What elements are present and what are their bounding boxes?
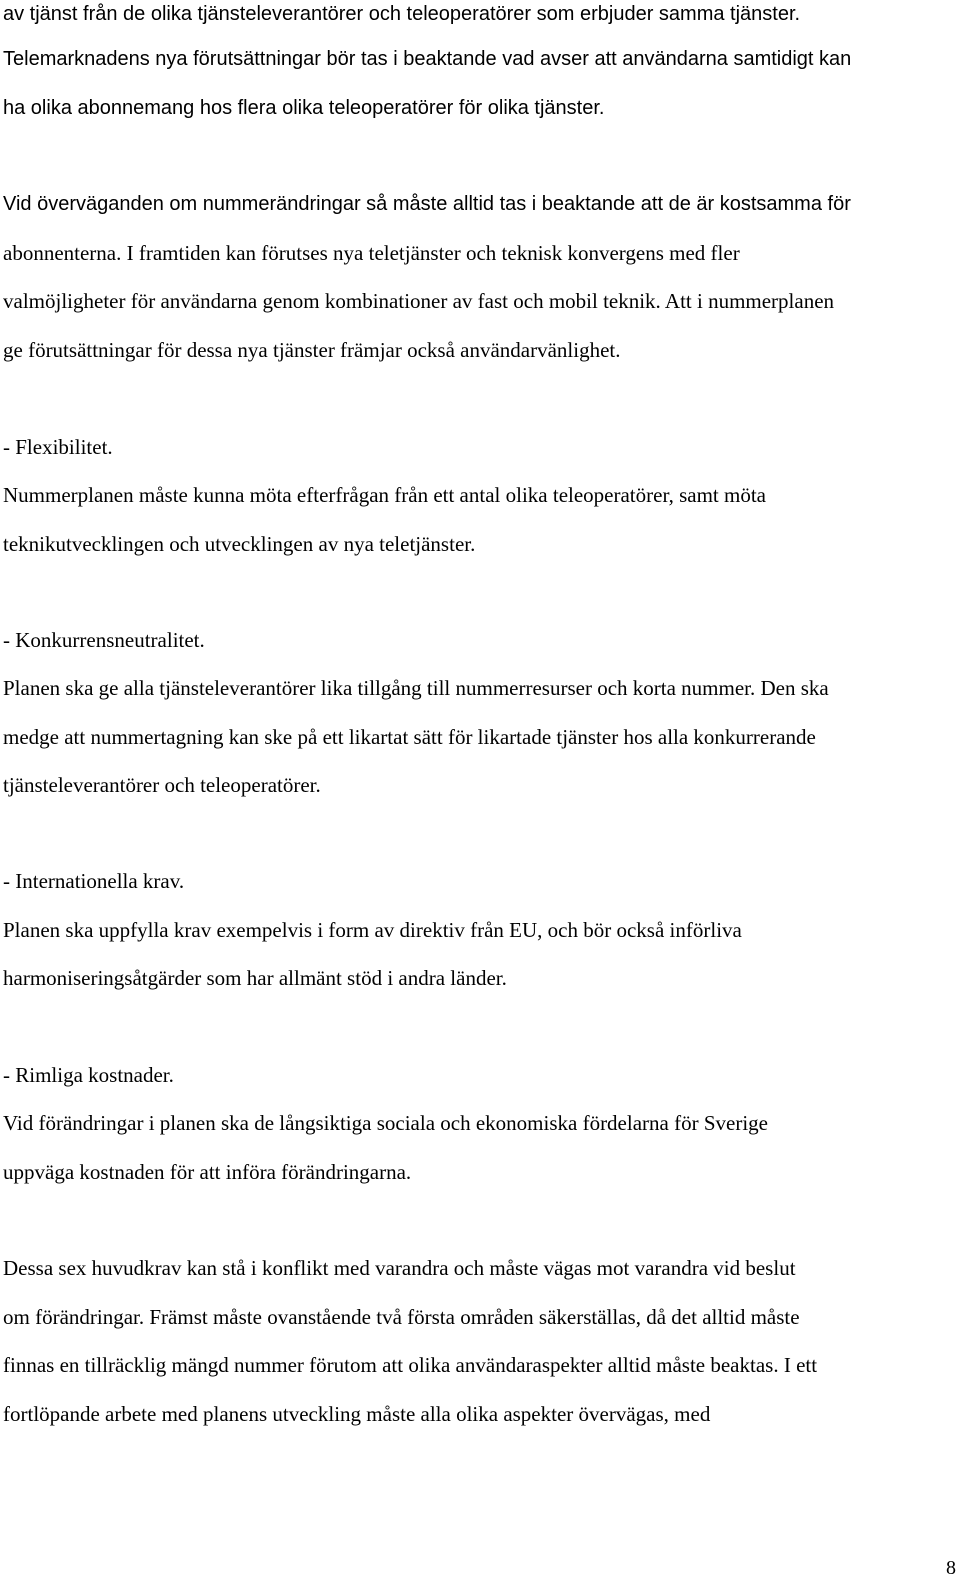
section-heading-flexibilitet: - Flexibilitet. [3,435,113,459]
text-line: av tjänst från de olika tjänsteleverantörer och teleoperatörer som erbjuder samma tjänster. [3,3,801,25]
text-line: Vid överväganden om nummerändringar så måste alltid tas i beaktande att de är kostsamma för [3,193,851,215]
text-line: Planen ska uppfylla krav exempelvis i form av direktiv från EU, och bör också införliva [3,918,742,942]
text-line: abonnenterna. I framtiden kan förutses nya teletjänster och teknisk konvergens med fler [3,241,740,265]
text-line: uppväga kostnaden för att införa förändringarna. [3,1160,412,1184]
text-line: Dessa sex huvudkrav kan stå i konflikt med varandra och måste vägas mot varandra vid beslut [3,1256,796,1280]
text-line: Vid förändringar i planen ska de långsiktiga sociala och ekonomiska fördelarna för Sverige [3,1111,768,1135]
text-line: harmoniseringsåtgärder som har allmänt stöd i andra länder. [3,966,507,990]
text-line: ge förutsättningar för dessa nya tjänster främjar också användarvänlighet. [3,338,621,362]
text-line: Telemarknadens nya förutsättningar bör tas i beaktande vad avser att användarna samtidigt kan [3,48,852,70]
text-line: Planen ska ge alla tjänsteleverantörer lika tillgång till nummerresurser och korta nummer. Den ska [3,676,829,700]
text-line: teknikutvecklingen och utvecklingen av nya teletjänster. [3,532,476,556]
text-line: finnas en tillräcklig mängd nummer förutom att olika användaraspekter alltid måste beaktas. I ett [3,1353,818,1377]
page-number: 8 [946,1557,956,1579]
text-line: fortlöpande arbete med planens utveckling måste alla olika aspekter övervägas, med [3,1402,711,1426]
text-line: om förändringar. Främst måste ovanstående två första områden säkerställas, då det alltid måste [3,1305,800,1329]
section-heading-konkurrensneutralitet: - Konkurrensneutralitet. [3,628,205,652]
text-line: medge att nummertagning kan ske på ett likartat sätt för likartade tjänster hos alla konkurrerande [3,725,816,749]
text-line: tjänsteleverantörer och teleoperatörer. [3,773,321,797]
text-line: Nummerplanen måste kunna möta efterfrågan från ett antal olika teleoperatörer, samt möta [3,483,767,507]
section-heading-rimliga-kostnader: - Rimliga kostnader. [3,1063,174,1087]
section-heading-internationella-krav: - Internationella krav. [3,869,185,893]
text-line: valmöjligheter för användarna genom kombinationer av fast och mobil teknik. Att i nummerplanen [3,289,835,313]
text-line: ha olika abonnemang hos flera olika teleoperatörer för olika tjänster. [3,97,605,119]
